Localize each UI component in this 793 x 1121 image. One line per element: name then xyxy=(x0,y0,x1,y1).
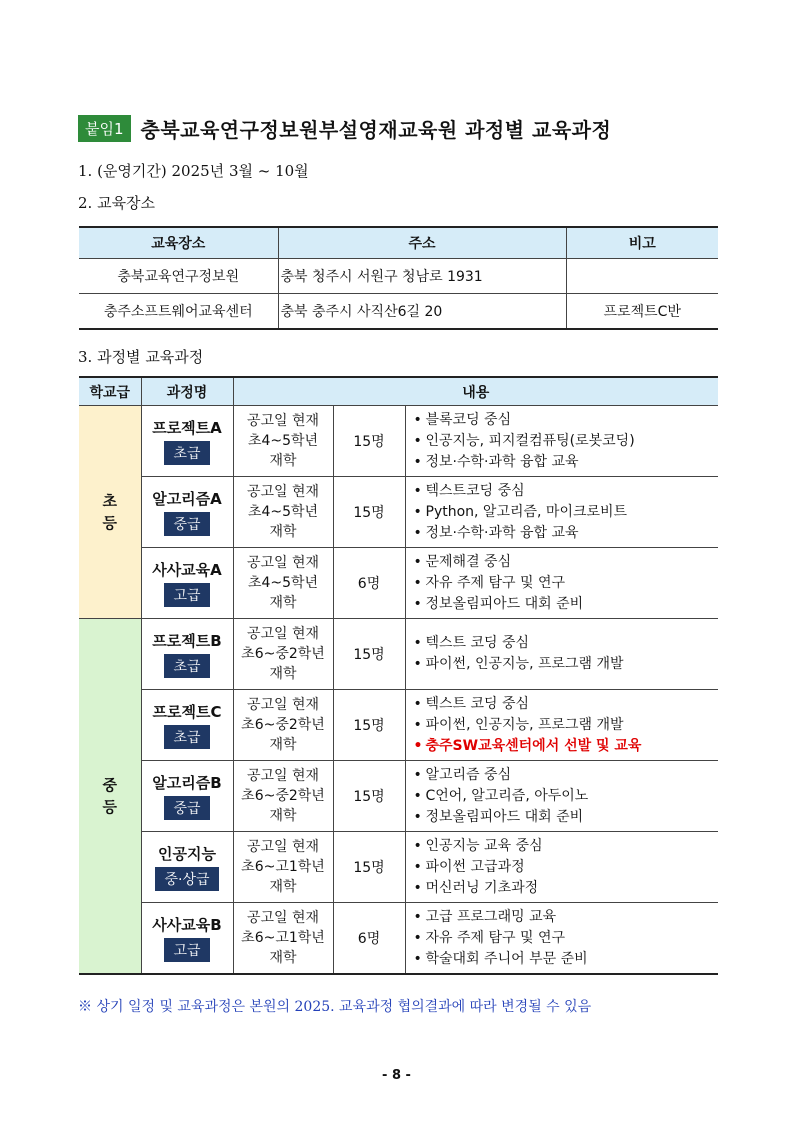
location-note: 프로젝트C반 xyxy=(566,294,718,330)
eligibility-cell xyxy=(233,832,333,903)
location-header-address: 주소 xyxy=(278,227,566,259)
location-table xyxy=(79,226,718,330)
section-2-heading: 2. 교육장소 xyxy=(78,194,156,212)
enrollment-count: 15명 xyxy=(333,690,405,761)
section-1-period: 1. (운영기간) 2025년 3월 ~ 10월 xyxy=(78,162,309,180)
table-row xyxy=(79,406,718,477)
eligibility-line: 초6~중2학년 xyxy=(241,788,325,804)
content-item: • 고급 프로그래밍 교육 xyxy=(414,907,719,928)
course-cell xyxy=(141,619,233,690)
content-item: • 파이썬, 인공지능, 프로그램 개발 xyxy=(414,654,719,675)
course-level-badge: 초급 xyxy=(164,441,209,465)
content-cell xyxy=(405,832,718,903)
eligibility-line: 공고일 현재 xyxy=(246,555,320,571)
enrollment-count: 15명 xyxy=(333,406,405,477)
eligibility-line: 재학 xyxy=(269,808,297,824)
course-level-badge: 중·상급 xyxy=(155,867,218,891)
content-item: • 머신러닝 기초과정 xyxy=(414,878,719,899)
document-title-row xyxy=(78,114,611,143)
curriculum-header-course: 과정명 xyxy=(141,377,233,406)
eligibility-line: 공고일 현재 xyxy=(246,768,320,784)
eligibility-line: 초6~중2학년 xyxy=(241,646,325,662)
eligibility-cell xyxy=(233,477,333,548)
location-address: 충북 청주시 서원구 청남로 1931 xyxy=(278,259,566,294)
content-cell xyxy=(405,619,718,690)
course-level-badge: 초급 xyxy=(164,654,209,678)
eligibility-line: 공고일 현재 xyxy=(246,413,320,429)
eligibility-cell xyxy=(233,690,333,761)
footnote: ※ 상기 일정 및 교육과정은 본원의 2025. 교육과정 협의결과에 따라 변경될 수 있음 xyxy=(78,999,592,1015)
course-cell xyxy=(141,832,233,903)
eligibility-cell xyxy=(233,548,333,619)
eligibility-cell xyxy=(233,619,333,690)
content-cell xyxy=(405,477,718,548)
eligibility-line: 재학 xyxy=(269,737,297,753)
eligibility-line: 공고일 현재 xyxy=(246,626,320,642)
level-label: 초 등 xyxy=(102,492,117,532)
content-item: • 블록코딩 중심 xyxy=(414,410,719,431)
content-item: • C언어, 알고리즘, 아두이노 xyxy=(414,786,719,807)
curriculum-header-content: 내용 xyxy=(233,377,718,406)
eligibility-cell xyxy=(233,761,333,832)
curriculum-table xyxy=(79,376,718,975)
content-cell xyxy=(405,548,718,619)
eligibility-line: 초6~고1학년 xyxy=(241,859,325,875)
table-row xyxy=(79,259,718,294)
enrollment-count: 15명 xyxy=(333,761,405,832)
content-cell xyxy=(405,690,718,761)
content-list xyxy=(414,481,719,544)
location-place: 충주소프트웨어교육센터 xyxy=(79,294,278,330)
enrollment-count: 15명 xyxy=(333,832,405,903)
curriculum-header-level: 학교급 xyxy=(79,377,141,406)
eligibility-line: 초4~5학년 xyxy=(247,433,319,449)
table-row xyxy=(79,761,718,832)
table-row xyxy=(79,548,718,619)
enrollment-count: 6명 xyxy=(333,548,405,619)
content-list xyxy=(414,836,719,899)
content-item: • 정보·수학·과학 융합 교육 xyxy=(414,452,719,473)
course-cell xyxy=(141,548,233,619)
course-cell xyxy=(141,690,233,761)
course-name: 알고리즘A xyxy=(152,490,222,508)
eligibility-line: 재학 xyxy=(269,950,297,966)
content-item: • 정보·수학·과학 융합 교육 xyxy=(414,523,719,544)
enrollment-count: 15명 xyxy=(333,619,405,690)
location-header-place: 교육장소 xyxy=(79,227,278,259)
content-list xyxy=(414,694,719,757)
eligibility-line: 재학 xyxy=(269,666,297,682)
course-level-badge: 고급 xyxy=(164,583,209,607)
enrollment-count: 15명 xyxy=(333,477,405,548)
table-row xyxy=(79,294,718,330)
eligibility-line: 재학 xyxy=(269,879,297,895)
eligibility-line: 공고일 현재 xyxy=(246,697,320,713)
attachment-badge: 붙임1 xyxy=(78,115,131,142)
content-item: • 파이썬 고급과정 xyxy=(414,857,719,878)
table-row xyxy=(79,832,718,903)
content-item: • 텍스트 코딩 중심 xyxy=(414,633,719,654)
course-name: 프로젝트C xyxy=(152,703,222,721)
content-item: • 자유 주제 탐구 및 연구 xyxy=(414,928,719,949)
content-cell xyxy=(405,903,718,975)
eligibility-line: 초6~중2학년 xyxy=(241,717,325,733)
eligibility-line: 초4~5학년 xyxy=(247,504,319,520)
eligibility-line: 재학 xyxy=(269,453,297,469)
course-level-badge: 초급 xyxy=(164,725,209,749)
course-name: 인공지능 xyxy=(158,845,216,863)
course-level-badge: 고급 xyxy=(164,938,209,962)
eligibility-line: 재학 xyxy=(269,524,297,540)
content-item: • 충주SW교육센터에서 선발 및 교육 xyxy=(414,736,719,757)
content-item: • 인공지능, 피지컬컴퓨팅(로봇코딩) xyxy=(414,431,719,452)
course-level-badge: 중급 xyxy=(164,512,209,536)
document-title: 충북교육연구정보원부설영재교육원 과정별 교육과정 xyxy=(140,118,612,142)
content-item: • 정보올림피아드 대회 준비 xyxy=(414,807,719,828)
content-list xyxy=(414,410,719,473)
content-item: • 정보올림피아드 대회 준비 xyxy=(414,594,719,615)
location-place: 충북교육연구정보원 xyxy=(79,259,278,294)
course-cell xyxy=(141,406,233,477)
content-item: • 텍스트 코딩 중심 xyxy=(414,694,719,715)
content-cell xyxy=(405,761,718,832)
location-header-row xyxy=(79,227,718,259)
level-label: 중 등 xyxy=(102,776,117,816)
eligibility-cell xyxy=(233,406,333,477)
content-list xyxy=(414,765,719,828)
course-name: 알고리즘B xyxy=(152,774,222,792)
content-cell xyxy=(405,406,718,477)
content-item: • 인공지능 교육 중심 xyxy=(414,836,719,857)
eligibility-line: 재학 xyxy=(269,595,297,611)
course-name: 프로젝트B xyxy=(152,632,222,650)
content-list xyxy=(414,907,719,970)
table-row xyxy=(79,690,718,761)
eligibility-line: 공고일 현재 xyxy=(246,839,320,855)
content-list xyxy=(414,633,719,675)
page-number: - 8 - xyxy=(382,1068,411,1083)
course-cell xyxy=(141,903,233,975)
eligibility-line: 공고일 현재 xyxy=(246,910,320,926)
eligibility-line: 초4~5학년 xyxy=(247,575,319,591)
content-item: • 자유 주제 탐구 및 연구 xyxy=(414,573,719,594)
course-level-badge: 중급 xyxy=(164,796,209,820)
content-item: • 파이썬, 인공지능, 프로그램 개발 xyxy=(414,715,719,736)
course-name: 사사교육B xyxy=(152,916,222,934)
table-row xyxy=(79,903,718,975)
location-header-note: 비고 xyxy=(566,227,718,259)
eligibility-line: 공고일 현재 xyxy=(246,484,320,500)
table-row xyxy=(79,619,718,690)
location-address: 충북 충주시 사직산6길 20 xyxy=(278,294,566,330)
section-3-heading: 3. 과정별 교육과정 xyxy=(78,348,204,366)
course-cell xyxy=(141,761,233,832)
course-name: 프로젝트A xyxy=(152,419,222,437)
location-note xyxy=(566,259,718,294)
eligibility-line: 초6~고1학년 xyxy=(241,930,325,946)
level-elementary xyxy=(79,406,141,619)
content-item: • 알고리즘 중심 xyxy=(414,765,719,786)
content-item: • 문제해결 중심 xyxy=(414,552,719,573)
course-cell xyxy=(141,477,233,548)
eligibility-cell xyxy=(233,903,333,975)
content-item: • 학술대회 주니어 부문 준비 xyxy=(414,949,719,970)
curriculum-header-row xyxy=(79,377,718,406)
course-name: 사사교육A xyxy=(152,561,222,579)
enrollment-count: 6명 xyxy=(333,903,405,975)
content-item: • 텍스트코딩 중심 xyxy=(414,481,719,502)
level-middle xyxy=(79,619,141,975)
content-item: • Python, 알고리즘, 마이크로비트 xyxy=(414,502,719,523)
content-list xyxy=(414,552,719,615)
table-row xyxy=(79,477,718,548)
